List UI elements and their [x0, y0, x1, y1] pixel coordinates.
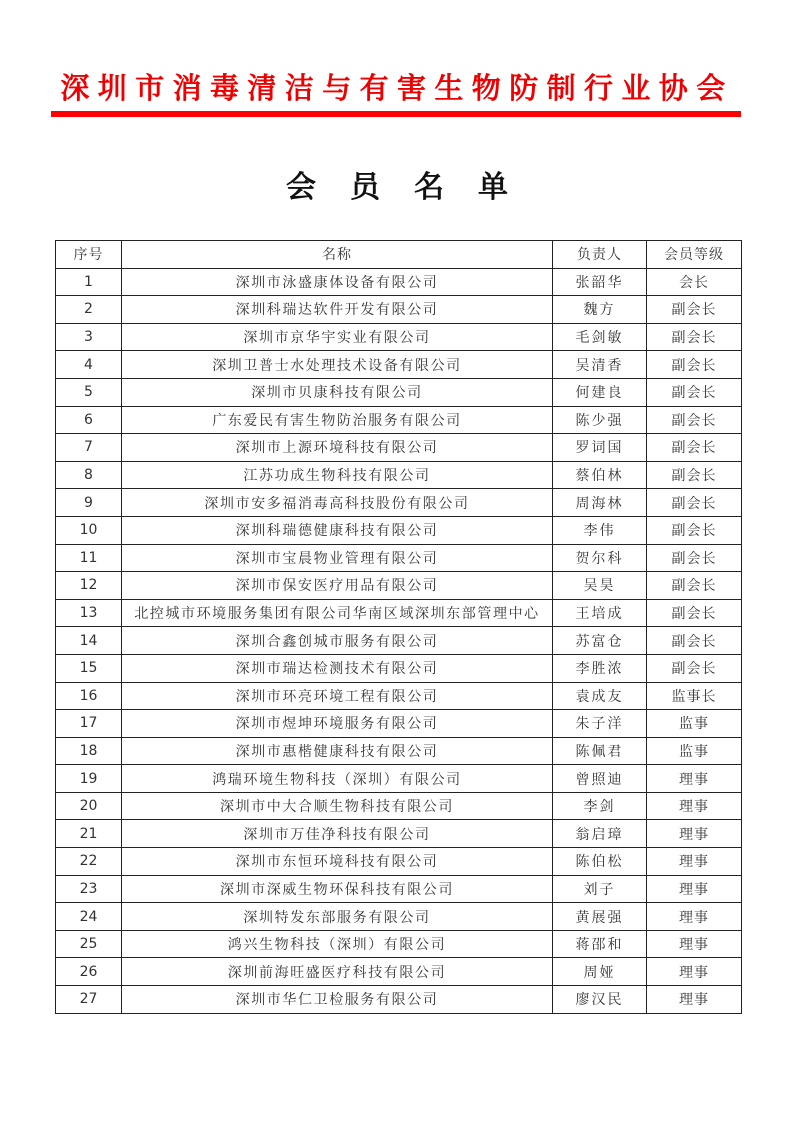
cell-person: 周海林: [553, 489, 647, 517]
cell-name: 深圳科瑞德健康科技有限公司: [122, 516, 553, 544]
cell-name: 深圳市中大合顺生物科技有限公司: [122, 792, 553, 820]
cell-name: 深圳前海旺盛医疗科技有限公司: [122, 958, 553, 986]
cell-no: 12: [56, 572, 122, 600]
member-rows: [56, 268, 742, 1013]
cell-no: 16: [56, 682, 122, 710]
cell-level: 理事: [647, 958, 742, 986]
cell-person: 毛剑敏: [553, 323, 647, 351]
cell-person: 刘子: [553, 875, 647, 903]
cell-person: 何建良: [553, 378, 647, 406]
cell-no: 21: [56, 820, 122, 848]
cell-level: 理事: [647, 875, 742, 903]
cell-person: 翁启璋: [553, 820, 647, 848]
cell-name: 深圳市上源环境科技有限公司: [122, 434, 553, 462]
cell-no: 8: [56, 461, 122, 489]
cell-name: 深圳市环亮环境工程有限公司: [122, 682, 553, 710]
cell-name: 深圳市华仁卫检服务有限公司: [122, 986, 553, 1014]
cell-level: 副会长: [647, 296, 742, 324]
table-row: [56, 434, 742, 462]
table-row: [56, 765, 742, 793]
cell-name: 深圳卫普士水处理技术设备有限公司: [122, 351, 553, 379]
table-row: [56, 654, 742, 682]
table-row: [56, 710, 742, 738]
cell-name: 深圳市保安医疗用品有限公司: [122, 572, 553, 600]
cell-person: 陈佩君: [553, 737, 647, 765]
table-row: [56, 958, 742, 986]
cell-level: 监事长: [647, 682, 742, 710]
header-divider: [51, 111, 741, 117]
cell-level: 理事: [647, 930, 742, 958]
table-header-row: [56, 241, 742, 269]
cell-level: 理事: [647, 848, 742, 876]
cell-level: 副会长: [647, 461, 742, 489]
cell-person: 袁成友: [553, 682, 647, 710]
cell-level: 副会长: [647, 406, 742, 434]
cell-name: 北控城市环境服务集团有限公司华南区域深圳东部管理中心: [122, 599, 553, 627]
cell-no: 11: [56, 544, 122, 572]
cell-no: 23: [56, 875, 122, 903]
cell-person: 陈伯松: [553, 848, 647, 876]
cell-level: 理事: [647, 765, 742, 793]
cell-person: 曾照迪: [553, 765, 647, 793]
table-row: [56, 296, 742, 324]
table-row: [56, 461, 742, 489]
cell-no: 22: [56, 848, 122, 876]
cell-name: 广东爱民有害生物防治服务有限公司: [122, 406, 553, 434]
cell-level: 副会长: [647, 572, 742, 600]
table-row: [56, 572, 742, 600]
table-row: [56, 627, 742, 655]
cell-person: 苏富仓: [553, 627, 647, 655]
cell-name: 深圳合鑫创城市服务有限公司: [122, 627, 553, 655]
cell-no: 26: [56, 958, 122, 986]
table-row: [56, 737, 742, 765]
page-title: 会员名单: [286, 170, 542, 205]
cell-name: 深圳市瑞达检测技术有限公司: [122, 654, 553, 682]
table-row: [56, 820, 742, 848]
cell-no: 15: [56, 654, 122, 682]
cell-level: 理事: [647, 792, 742, 820]
cell-person: 黄展强: [553, 903, 647, 931]
cell-name: 深圳市惠楷健康科技有限公司: [122, 737, 553, 765]
table-row: [56, 544, 742, 572]
table-row: [56, 378, 742, 406]
column-header-name: 名称: [122, 241, 553, 269]
table-row: [56, 406, 742, 434]
cell-no: 14: [56, 627, 122, 655]
cell-level: 副会长: [647, 378, 742, 406]
cell-no: 3: [56, 323, 122, 351]
cell-name: 深圳科瑞达软件开发有限公司: [122, 296, 553, 324]
table-row: [56, 351, 742, 379]
cell-no: 10: [56, 516, 122, 544]
column-header-person: 负责人: [553, 241, 647, 269]
cell-level: 理事: [647, 820, 742, 848]
cell-person: 张韶华: [553, 268, 647, 296]
column-header-level: 会员等级: [647, 241, 742, 269]
cell-no: 17: [56, 710, 122, 738]
cell-name: 深圳市东恒环境科技有限公司: [122, 848, 553, 876]
cell-person: 贺尔科: [553, 544, 647, 572]
cell-level: 副会长: [647, 351, 742, 379]
cell-no: 20: [56, 792, 122, 820]
cell-no: 5: [56, 378, 122, 406]
member-table: [55, 240, 742, 1014]
cell-person: 魏方: [553, 296, 647, 324]
table-row: [56, 930, 742, 958]
cell-no: 27: [56, 986, 122, 1014]
cell-level: 副会长: [647, 599, 742, 627]
cell-person: 罗词国: [553, 434, 647, 462]
cell-level: 理事: [647, 903, 742, 931]
cell-level: 理事: [647, 986, 742, 1014]
cell-name: 深圳市京华宇实业有限公司: [122, 323, 553, 351]
table-row: [56, 268, 742, 296]
cell-no: 18: [56, 737, 122, 765]
cell-no: 6: [56, 406, 122, 434]
cell-person: 李剑: [553, 792, 647, 820]
cell-level: 副会长: [647, 323, 742, 351]
table-row: [56, 599, 742, 627]
organization-name: 深圳市消毒清洁与有害生物防制行业协会: [60, 71, 734, 105]
column-header-no: 序号: [56, 241, 122, 269]
cell-person: 吴昊: [553, 572, 647, 600]
cell-no: 1: [56, 268, 122, 296]
cell-name: 深圳市煜坤环境服务有限公司: [122, 710, 553, 738]
cell-no: 24: [56, 903, 122, 931]
cell-name: 鸿瑞环境生物科技（深圳）有限公司: [122, 765, 553, 793]
cell-name: 鸿兴生物科技（深圳）有限公司: [122, 930, 553, 958]
cell-no: 19: [56, 765, 122, 793]
cell-name: 深圳市安多福消毒高科技股份有限公司: [122, 489, 553, 517]
table-row: [56, 792, 742, 820]
cell-level: 副会长: [647, 627, 742, 655]
cell-person: 朱子洋: [553, 710, 647, 738]
cell-person: 陈少强: [553, 406, 647, 434]
cell-name: 深圳市贝康科技有限公司: [122, 378, 553, 406]
cell-no: 13: [56, 599, 122, 627]
table-row: [56, 323, 742, 351]
cell-no: 9: [56, 489, 122, 517]
cell-level: 监事: [647, 710, 742, 738]
table-row: [56, 986, 742, 1014]
table-row: [56, 848, 742, 876]
cell-name: 深圳市万佳净科技有限公司: [122, 820, 553, 848]
cell-person: 周娅: [553, 958, 647, 986]
cell-level: 会长: [647, 268, 742, 296]
cell-no: 4: [56, 351, 122, 379]
table-row: [56, 875, 742, 903]
cell-name: 江苏功成生物科技有限公司: [122, 461, 553, 489]
table-row: [56, 489, 742, 517]
cell-person: 蔡伯林: [553, 461, 647, 489]
cell-name: 深圳市宝晨物业管理有限公司: [122, 544, 553, 572]
cell-level: 监事: [647, 737, 742, 765]
cell-level: 副会长: [647, 544, 742, 572]
cell-no: 2: [56, 296, 122, 324]
table-row: [56, 682, 742, 710]
cell-name: 深圳市泳盛康体设备有限公司: [122, 268, 553, 296]
cell-name: 深圳市深威生物环保科技有限公司: [122, 875, 553, 903]
cell-person: 吴清香: [553, 351, 647, 379]
cell-person: 李伟: [553, 516, 647, 544]
cell-person: 蒋邵和: [553, 930, 647, 958]
cell-person: 李胜浓: [553, 654, 647, 682]
table-row: [56, 903, 742, 931]
cell-level: 副会长: [647, 654, 742, 682]
cell-person: 廖汉民: [553, 986, 647, 1014]
cell-no: 7: [56, 434, 122, 462]
cell-name: 深圳特发东部服务有限公司: [122, 903, 553, 931]
table-row: [56, 516, 742, 544]
cell-level: 副会长: [647, 434, 742, 462]
cell-level: 副会长: [647, 489, 742, 517]
cell-level: 副会长: [647, 516, 742, 544]
cell-person: 王培成: [553, 599, 647, 627]
cell-no: 25: [56, 930, 122, 958]
